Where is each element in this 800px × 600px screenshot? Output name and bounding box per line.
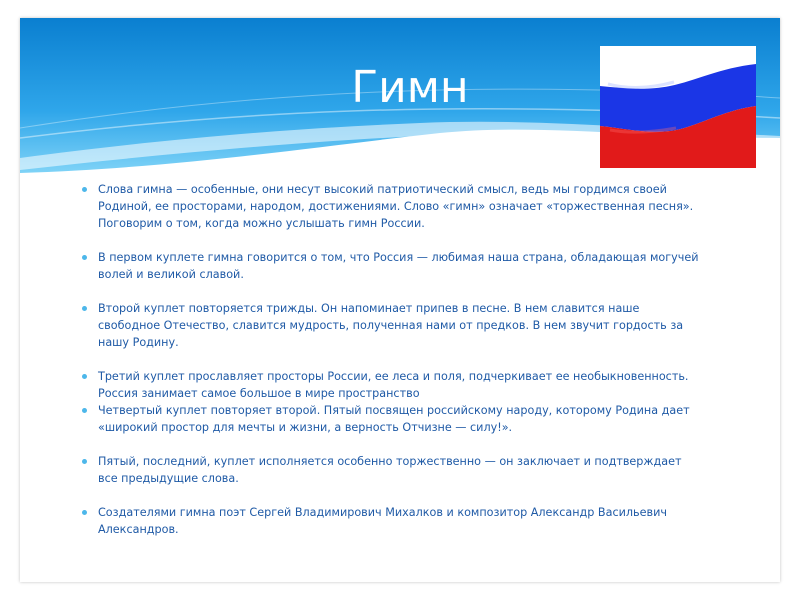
list-item: Слова гимна — особенные, они несут высокий патриотический смысл, ведь мы гордимся своей Родиной, ее просторами, народом, достижениями. Слово «гимн» означает «торжественная песня». Поговорим о том, когда можно услышать гимн России. xyxy=(82,181,702,232)
slide xyxy=(20,18,780,582)
bullet-list xyxy=(82,181,702,538)
list-item: Пятый, последний, куплет исполняется особенно торжественно — он заключает и подтверждает все предыдущие слова. xyxy=(82,453,702,487)
list-item: Четвертый куплет повторяет второй. Пятый посвящен российскому народу, которому Родина дает «широкий простор для мечты и жизни, а верность Отчизне — силу!». xyxy=(82,402,702,436)
slide-title: Гимн xyxy=(351,62,469,113)
list-item: В первом куплете гимна говорится о том, что Россия — любимая наша страна, обладающая могучей волей и великой славой. xyxy=(82,249,702,283)
list-item: Второй куплет повторяется трижды. Он напоминает припев в песне. В нем славится наше свободное Отечество, славится мудрость, полученная нами от предков. В нем звучит гордость за нашу Родину. xyxy=(82,300,702,351)
list-item: Создателями гимна поэт Сергей Владимирович Михалков и композитор Александр Васильевич Александров. xyxy=(82,504,702,538)
russian-flag-icon xyxy=(600,46,756,168)
list-item: Третий куплет прославляет просторы России, ее леса и поля, подчеркивает ее необыкновенность. Россия занимает самое большое в мире пространство xyxy=(82,368,702,402)
